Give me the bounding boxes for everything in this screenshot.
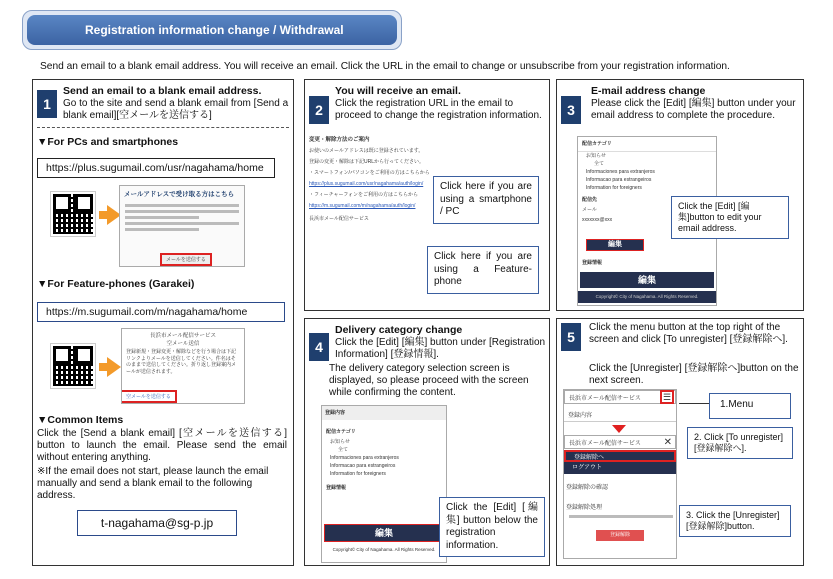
- content-label: 登録内容: [568, 413, 593, 419]
- cat-item: Informacao para estrangeiros: [330, 463, 396, 469]
- step1-header: [63, 85, 291, 122]
- fp-label: ▼For Feature-phones (Garakei): [37, 278, 195, 290]
- callout-edit-email: Click the [Edit] [編集]button to edit your email address.: [671, 196, 789, 239]
- reg-content-title: 登録内容: [322, 406, 446, 420]
- step4-text2: The delivery category selection screen is displayed, so please proceed with the screen while confirming the content.: [329, 363, 529, 398]
- common-label: ▼Common Items: [37, 414, 124, 426]
- fp-shot-body: 登録新規・登録変更・解除などを行う場合は下記リンクよりメールを送信してください。件名はそのままで送信してください。折り返し登録案内メールが送信されます。: [126, 349, 237, 375]
- common-text: Click the [Send a blank email] [空メールを送信する] button to launch the email. Please send the email without entering anything.: [37, 428, 287, 463]
- delivery-section: 配信先: [582, 197, 598, 203]
- step5-text: Click the menu button at the top right of the screen and click [To unregister] [登録解除へ].: [589, 322, 788, 345]
- step1-panel: [32, 79, 294, 566]
- pc-screenshot: [119, 185, 245, 267]
- cat-item: Informaciones para extranjeros: [586, 169, 655, 175]
- confirm-title: 登録解除の確認: [566, 485, 609, 491]
- cat-item: お知らせ: [586, 153, 606, 159]
- callout-menu: 1.Menu: [709, 393, 791, 419]
- email-line: お使いのメールアドレスは既に登録されています。: [309, 148, 424, 154]
- service-name: 長浜市メール配信サービス: [569, 440, 641, 447]
- pc-url[interactable]: https://plus.sugumail.com/usr/nagahama/home: [37, 158, 275, 178]
- step3-panel: [556, 79, 804, 311]
- email-screenshot: [307, 135, 433, 310]
- mail-label: メール: [582, 207, 597, 213]
- fp-shot-sub: 空メール送信: [166, 341, 200, 347]
- menu-arrow-line: [679, 403, 709, 404]
- step1-number: 1: [37, 90, 57, 118]
- email-line: 登録の変更・解除は下記URLから行ってください。: [309, 159, 425, 165]
- reg-section: 登録情報: [582, 260, 603, 266]
- cat-item: Informacao para estrangeiros: [586, 177, 652, 183]
- page-subtitle: Send an email to a blank email address. You will receive an email. Click the URL in the email to change or unsubscribe from your registration information.: [40, 61, 730, 72]
- note-text: ※If the email does not start, please launch the email manually and send a blank email to the following address.: [37, 466, 269, 501]
- pc-label: ▼For PCs and smartphones: [37, 136, 179, 148]
- edit-reg-button[interactable]: 編集: [580, 272, 714, 288]
- step5-panel: [556, 318, 804, 566]
- step3-heading: E-mail address change: [591, 85, 706, 97]
- email-line: ・フィーチャーフォンをご利用の方はこちらから: [309, 192, 418, 198]
- step3-header: [591, 85, 803, 122]
- qr-code-fp: [51, 344, 95, 388]
- step4-panel: [304, 318, 550, 566]
- arrow-icon: [107, 357, 121, 377]
- service-name: 長浜市メール配信サービス: [569, 395, 641, 402]
- mail-mask: xxxxxxx@xxx: [582, 217, 613, 223]
- step4-header: [335, 324, 549, 361]
- page-title: Registration information change / Withdrawal: [27, 15, 397, 45]
- copyright: Copyright© City of Nagahama. All Rights Reserved.: [332, 547, 436, 552]
- email-link-pc[interactable]: https://plus.sugumail.com/usr/nagahama/auth/login/: [309, 181, 424, 187]
- step4-text: Click the [Edit] [編集] button under [Registration Information] [登録情報].: [335, 337, 546, 360]
- cat-item: お知らせ: [330, 439, 350, 445]
- callout-edit-category: Click the [Edit] [編集] button below the registration information.: [439, 497, 545, 557]
- unregister-screenshot: [563, 389, 677, 559]
- unregister-menu-item[interactable]: 登録解除へ: [564, 450, 676, 462]
- fp-screenshot: [121, 328, 245, 404]
- step2-text: Click the registration URL in the email to proceed to change the registration information.: [335, 98, 542, 121]
- step4-heading: Delivery category change: [335, 324, 463, 336]
- content-row: [564, 408, 676, 422]
- step5-text2: Click the [Unregister] [登録解除へ]button on the next screen.: [589, 363, 799, 386]
- reg-section: 登録情報: [326, 485, 347, 491]
- cat-title: 配信カテゴリ: [326, 429, 356, 435]
- edit-category-button[interactable]: 編集: [324, 524, 444, 542]
- edit-email-button[interactable]: 編集: [586, 239, 644, 251]
- menu-icon[interactable]: ☰: [660, 390, 674, 404]
- fp-shot-title: 長浜市メール配信サービス: [150, 333, 216, 339]
- cat-item: 全て: [594, 161, 605, 167]
- callout-unregister: 3. Click the [Unregister] [登録解除]button.: [679, 505, 791, 537]
- email-line: ・スマートフォン/パソコンをご利用の方はこちらから: [309, 170, 430, 176]
- cat-item: Information for foreigners: [330, 471, 386, 477]
- cat-item: 全て: [338, 447, 349, 453]
- send-email-button[interactable]: メールを送信する: [160, 253, 212, 266]
- step4-number: 4: [309, 333, 329, 361]
- fp-url[interactable]: https://m.sugumail.com/m/nagahama/home: [37, 302, 285, 322]
- step2-header: [335, 85, 549, 122]
- step1-heading: Send an email to a blank email address.: [63, 85, 262, 97]
- step2-panel: [304, 79, 550, 311]
- shot-title: メールアドレスで受け取る方はこちら: [124, 191, 235, 198]
- title-banner: [22, 10, 402, 50]
- cat-title: 配信カテゴリ: [578, 137, 716, 152]
- step5-number: 5: [561, 323, 581, 351]
- fp-send-button[interactable]: 空メールを送信する: [121, 390, 177, 403]
- callout-to-unregister: 2. Click [To unregister] [登録解除へ].: [687, 427, 793, 459]
- callout-fp: Click here if you are using a Feature-phone: [427, 246, 539, 294]
- cat-item: Informaciones para extranjeros: [330, 455, 399, 461]
- step2-number: 2: [309, 96, 329, 124]
- close-icon[interactable]: ✕: [663, 436, 672, 448]
- qr-code-pc: [51, 192, 95, 236]
- copyright: Copyright© City of Nagahama. All Rights Reserved.: [578, 291, 716, 303]
- menu-open-header: [564, 435, 676, 449]
- step2-heading: You will receive an email.: [335, 85, 461, 97]
- email-link-fp[interactable]: https://m.sugumail.com/m/nagahama/auth/login/: [309, 203, 416, 209]
- proc-title: 登録解除処理: [566, 505, 603, 511]
- divider: [37, 127, 289, 128]
- down-triangle-icon: [612, 425, 626, 433]
- email-title: 変更・解除方法のご案内: [309, 137, 370, 143]
- email-address[interactable]: t-nagahama@sg-p.jp: [77, 510, 237, 536]
- email-footer: 長浜市メール配信サービス: [309, 216, 369, 222]
- step1-text: Go to the site and send a blank email from [Send a blank email][空メールを送信する]: [63, 98, 289, 121]
- unregister-button[interactable]: 登録解除: [596, 530, 644, 541]
- category-screenshot: [321, 405, 447, 563]
- callout-pc: Click here if you are using a smartphone / PC: [433, 176, 539, 224]
- step3-number: 3: [561, 96, 581, 124]
- step3-text: Please click the [Edit] [編集] button under your email address to complete the procedure.: [591, 98, 796, 121]
- cat-item: Information for foreigners: [586, 185, 642, 191]
- logout-menu-item[interactable]: ログアウト: [564, 462, 676, 474]
